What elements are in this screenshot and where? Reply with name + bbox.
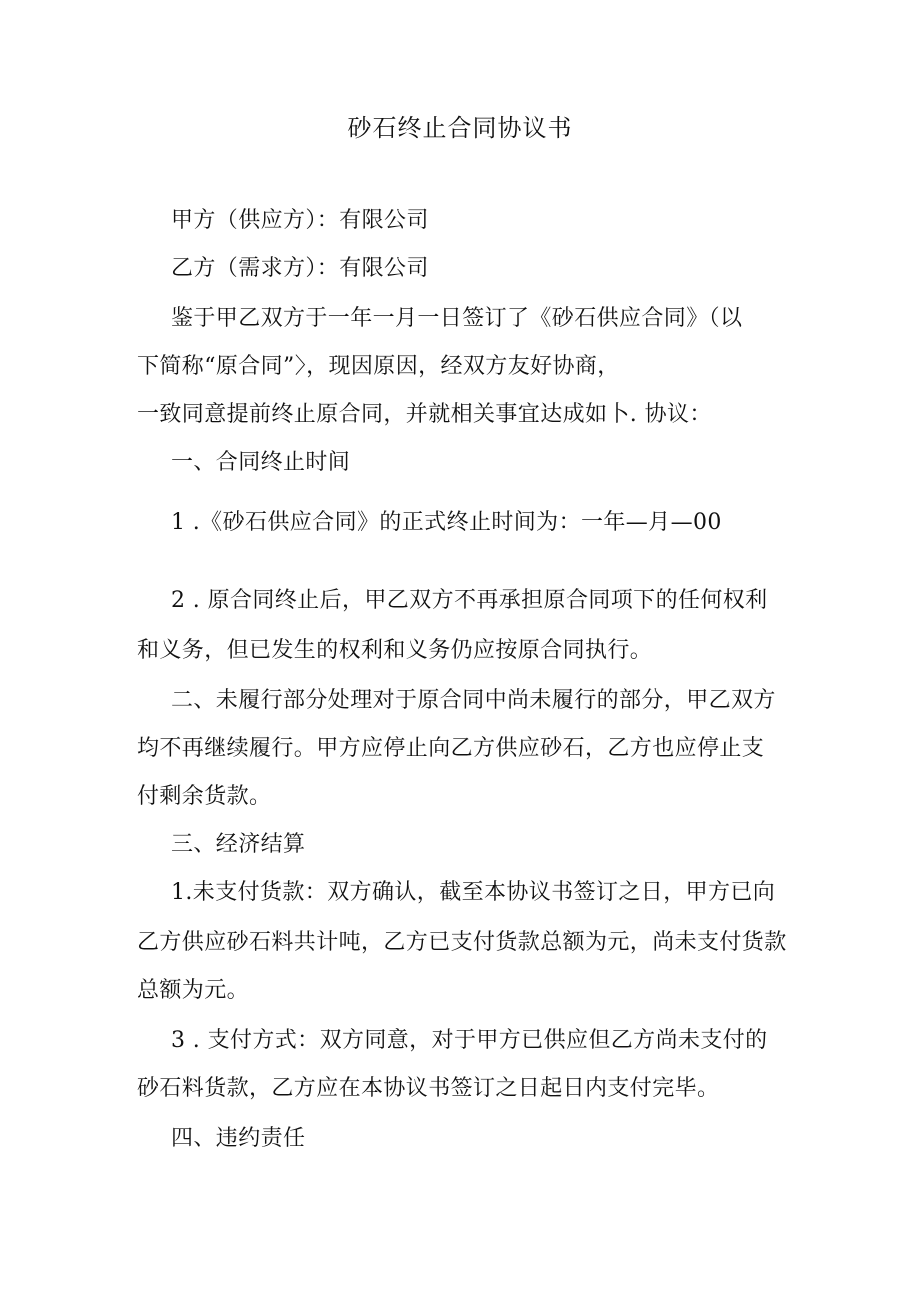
clause-1-1: 1 .《砂石供应合同》的正式终止时间为：一年—月—00 (171, 510, 722, 535)
clause-1-2-line-2: 和义务，但已发生的权利和义务仍应按原合同执行。 (137, 638, 653, 663)
preamble-line-2: 下简称“原合同”〉，现因原因，经双方友好协商， (137, 354, 620, 379)
clause-3-1-line-1: 1.未支付货款：双方确认，截至本协议书签订之日，甲方已向 (171, 880, 776, 905)
party-a-line: 甲方（供应方）：有限公司 (171, 208, 429, 233)
clause-3-3-line-2: 砂石料货款，乙方应在本协议书签订之日起日内支付完毕。 (137, 1076, 720, 1101)
clause-1-2-line-1: 2 . 原合同终止后，甲乙双方不再承担原合同项下的任何权利 (171, 588, 768, 613)
document-title: 砂石终止合同协议书 (347, 114, 573, 142)
party-b-line: 乙方（需求方）：有限公司 (171, 256, 429, 281)
clause-3-1-line-3: 总额为元。 (137, 978, 250, 1003)
section-2-line-3: 付剩余货款。 (137, 784, 272, 809)
section-2-line-1: 二、未履行部分处理对于原合同中尚未履行的部分，甲乙双方 (171, 688, 776, 713)
clause-3-3-line-1: 3 . 支付方式：双方同意，对于甲方已供应但乙方尚未支付的 (171, 1028, 768, 1053)
section-2-line-2: 均不再继续履行。甲方应停止向乙方供应砂石，乙方也应停止支 (137, 736, 765, 761)
section-3-heading: 三、经济结算 (171, 832, 306, 857)
section-1-heading: 一、合同终止时间 (171, 450, 351, 475)
section-4-heading: 四、违约责任 (171, 1126, 306, 1151)
preamble-line-1: 鉴于甲乙双方于一年一月一日签订了《砂石供应合同》（以 (171, 306, 743, 331)
preamble-line-3: 一致同意提前终止原合同，并就相关事宜达成如卜. 协议： (137, 402, 712, 427)
clause-3-1-line-2: 乙方供应砂石料共计吨，乙方已支付货款总额为元，尚未支付货款 (137, 930, 787, 955)
